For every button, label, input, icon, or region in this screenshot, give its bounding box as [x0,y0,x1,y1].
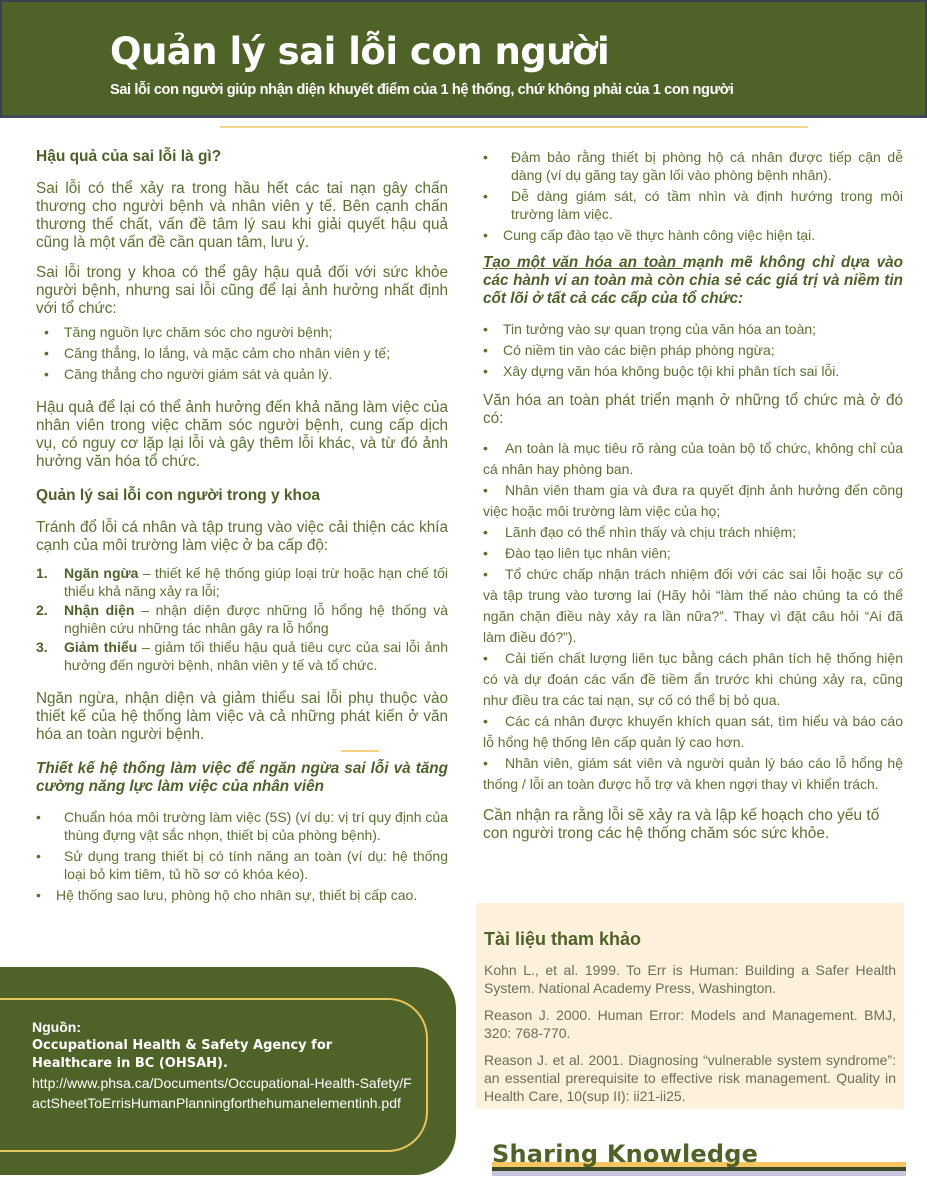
culture-list [483,320,903,380]
consequence-list [36,322,448,385]
section-heading-consequences: Hậu quả của sai lỗi là gì? [36,148,222,165]
paragraph: Sai lỗi có thể xảy ra trong hầu hết các tai nạn gây chấn thương cho người bệnh và nhân viên y tế. Bên cạnh chấn thương thể chất, vấn đề tâm lý sau khi giải quyết hậu quả cũng là một vấn đề cần quan tâm, lưu ý. [36,180,448,251]
right-column [483,148,903,855]
system-design-list-continued [483,148,903,244]
list-item-text: Cải tiến chất lượng liên tục bằng cách phân tích hệ thống hiện có và dự đoán các vấn đề tiềm ẩn trước khi chúng xảy ra, cũng như điều tra các tai nạn, sự cố có thể bị bỏ qua. [483,650,903,708]
list-item-text: Nhân viên, giám sát viên và người quản lý báo cáo lỗ hổng hệ thống / lỗi an toàn được hỗ trợ và khen ngợi thay vì khiển trách. [483,755,903,792]
list-item: • Sử dụng trang thiết bị có tính năng an toàn (ví dụ: hệ thống loại bỏ kim tiêm, tủ hồ sơ có khóa kéo). [36,847,448,883]
list-item: • Chuẩn hóa môi trường làm việc (5S) (ví dụ: vị trí quy định của thùng đựng vật sắc nhọn, thiết bị của phòng bệnh). [36,808,448,844]
bullet-icon: • [483,440,488,456]
level-item [36,638,448,674]
list-item-text: Lãnh đạo có thể nhìn thấy và chịu trách nhiệm; [505,524,797,540]
footer-brand [492,1138,908,1178]
list-item: • Xây dựng văn hóa không buộc tội khi phân tích sai lỗi. [483,362,903,380]
level-text: – nhận diện được những lỗ hổng hệ thống và nghiên cứu những tác nhân gây ra lỗ hổng [64,602,448,636]
level-number: 3. [36,639,48,655]
list-item: • Căng thẳng, lo lắng, và mặc cảm cho nhân viên y tế; [36,343,448,364]
paragraph: Hậu quả để lại có thể ảnh hưởng đến khả năng làm việc của nhân viên trong việc chăm sóc người bệnh, cung cấp dịch vụ, có nguy cơ lặp lại lỗi và gây thêm lỗi khác, và từ đó ảnh hưởng văn hóa tổ chức. [36,399,448,470]
bullet-icon: • [483,650,488,666]
list-item [483,438,903,480]
source-text [32,1018,412,1113]
list-item [483,543,903,564]
paragraph: Tránh đổ lỗi cá nhân và tập trung vào việc cải thiện các khía cạnh của môi trường làm việc ở ba cấp độ: [36,519,448,554]
reference-item: Kohn L., et al. 1999. To Err is Human: Building a Safer Health System. National Academy Press, Washington. [484,962,896,996]
bullet-icon: • [483,713,488,729]
level-text: – giảm tối thiểu hậu quả tiêu cực của sai lỗi ảnh hưởng đến người bệnh, nhân viên y tế và tổ chức. [64,639,448,673]
list-item: • Dễ dàng giám sát, có tầm nhìn và định hướng trong môi trường làm việc. [483,187,903,223]
system-design-list [36,808,448,904]
references-panel [476,903,904,1109]
list-item: • Đảm bảo rằng thiết bị phòng hộ cá nhân được tiếp cận dễ dàng (ví dụ găng tay gần lối vào phòng bệnh nhân). [483,148,903,184]
source-url[interactable]: http://www.phsa.ca/Documents/Occupational-Health-Safety/FactSheetToErrisHumanPlanningforthehumanelementinh.pdf [32,1075,412,1111]
bullet-icon: • [483,545,488,561]
source-label: Nguồn: [32,1019,81,1035]
footer-brand-text: Sharing Knowledge [492,1140,759,1168]
level-item [36,601,448,637]
level-term: Giảm thiểu [64,639,138,655]
reference-item: Reason J. et al. 2001. Diagnosing “vulnerable system syndrome”: an essential prerequisite to effective risk management. Quality in Health Care, 10(sup II): ii21-ii25. [484,1052,896,1104]
list-item-text: Các cá nhân được khuyến khích quan sát, tìm hiểu và báo cáo lỗ hổng hệ thống lên cấp quản lý cao hơn. [483,713,903,750]
list-item: • Tăng nguồn lực chăm sóc cho người bệnh; [36,322,448,343]
list-item [483,564,903,648]
level-term: Ngăn ngừa [64,565,139,581]
list-item-text: Đào tạo liên tục nhân viên; [505,545,671,561]
list-item [483,753,903,795]
references-heading: Tài liệu tham khảo [484,929,642,949]
page-title: Quản lý sai lỗi con người [110,30,610,73]
bullet-icon: • [483,482,488,498]
paragraph: Sai lỗi trong y khoa có thể gây hậu quả đối với sức khỏe người bệnh, nhưng sai lỗi cũng để lại ảnh hưởng nhất định với tổ chức: [36,264,448,317]
reference-item: Reason J. 2000. Human Error: Models and Management. BMJ, 320: 768-770. [484,1007,896,1041]
list-item [483,480,903,522]
bullet-icon: • [483,524,488,540]
references-list [484,961,896,1114]
page-subtitle: Sai lỗi con người giúp nhận diện khuyết điểm của 1 hệ thống, chứ không phải của 1 con người [110,82,734,98]
list-item-text: Nhân viên tham gia và đưa ra quyết định ảnh hưởng đến công việc hoặc môi trường làm việc của họ; [483,482,903,519]
bullet-icon: • [483,566,488,582]
list-item: • Căng thẳng cho người giám sát và quản lý. [36,364,448,385]
thrive-list [483,438,903,795]
list-item: • Tin tưởng vào sự quan trọng của văn hóa an toàn; [483,320,903,338]
section-divider [341,750,379,752]
header-banner [0,0,927,118]
list-item [483,648,903,711]
level-number: 1. [36,565,48,581]
list-item: • Hệ thống sao lưu, phòng hộ cho nhân sự, thiết bị cấp cao. [36,886,448,904]
level-term: Nhận diện [64,602,135,618]
list-item [483,522,903,543]
list-item-text: An toàn là mục tiêu rõ ràng của toàn bộ tổ chức, không chỉ của cá nhân hay phòng ban. [483,440,903,477]
section-heading-management: Quản lý sai lỗi con người trong y khoa [36,487,321,504]
level-item [36,564,448,600]
section-heading-system-design: Thiết kế hệ thống làm việc để ngăn ngừa sai lỗi và tăng cường năng lực làm việc của nhân viên [36,760,448,795]
bullet-icon: • [483,755,488,771]
levels-list [36,564,448,674]
list-item-text: Tổ chức chấp nhận trách nhiệm đối với các sai lỗi hoặc sự cố và tập trung vào tương lai (Hãy hỏi “làm thế nào chúng ta có thể ngăn chặn điều này xảy ra lần nữa?”. Thay vì đặt câu hỏi “Ai đã làm điều đó?”). [483,566,903,645]
level-text: – thiết kế hệ thống giúp loại trừ hoặc hạn chế tối thiểu khả năng xảy ra lỗi; [64,565,448,599]
level-number: 2. [36,602,48,618]
heading-rest: mạnh mẽ không chỉ dựa vào các hành vi an toàn mà còn chia sẻ các giá trị và niềm tin cốt lõi ở tất cả các cấp của tổ chức: [483,254,903,307]
list-item: • Có niềm tin vào các biện pháp phòng ngừa; [483,341,903,359]
closing-paragraph: Cần nhận ra rằng lỗi sẽ xảy ra và lập kế hoạch cho yếu tố con người trong các hệ thống chăm sóc sức khỏe. [483,807,880,842]
paragraph: Ngăn ngừa, nhận diện và giảm thiểu sai lỗi phụ thuộc vào thiết kế của hệ thống làm việc và cả những phát kiến ở văn hóa an toàn người bệnh. [36,690,448,743]
list-item [483,711,903,753]
heading-underlined-part: Tạo một văn hóa an toàn [483,254,683,271]
header-divider [220,126,808,128]
paragraph: Văn hóa an toàn phát triển mạnh ở những tổ chức mà ở đó có: [483,392,903,427]
section-heading-safety-culture [483,254,903,308]
footer-bar-lavender [492,1171,906,1176]
list-item: • Cung cấp đào tạo về thực hành công việc hiện tại. [483,226,903,244]
source-organization: Occupational Health & Safety Agency for Healthcare in BC (OHSAH). [32,1038,333,1071]
left-column [36,148,448,918]
